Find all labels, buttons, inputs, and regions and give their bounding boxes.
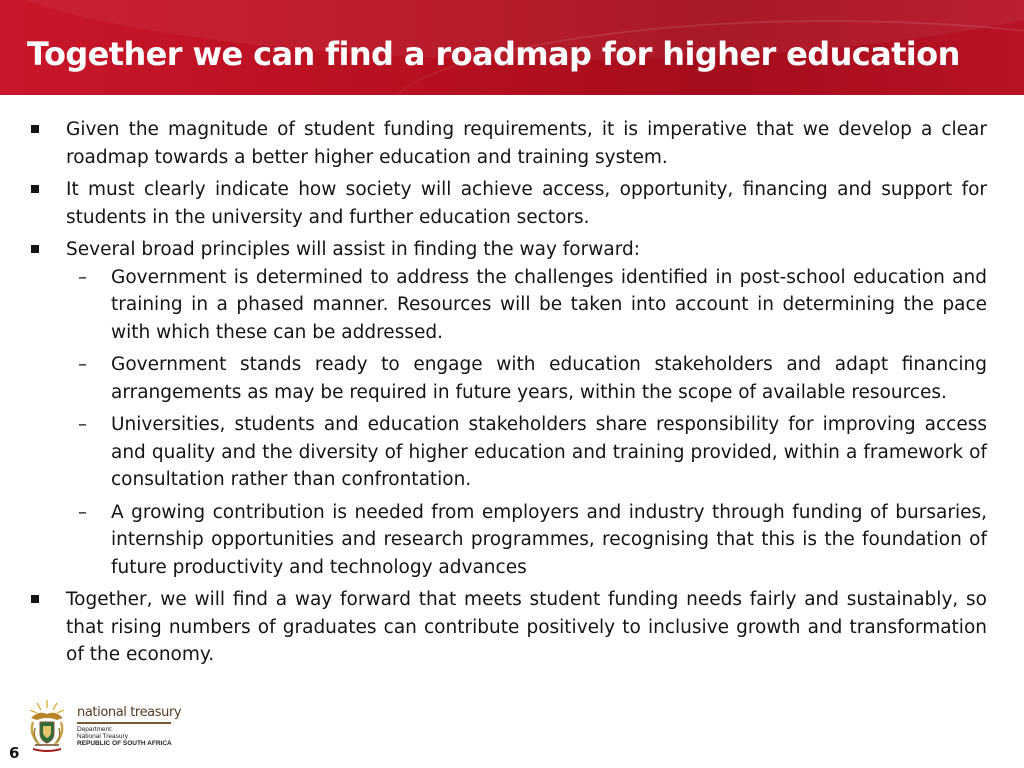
bullet-item [30, 116, 987, 171]
page-number: 6 [9, 744, 20, 762]
bullet-text: Given the magnitude of student funding requirements, it is imperative that we develop a clear roadmap towards a better higher education and training system. [66, 119, 987, 168]
sub-bullet-text: A growing contribution is needed from employers and industry through funding of bursaries, internship opportunities and research programmes, recognising that this is the foundation of future productivity and technology advances [111, 501, 987, 578]
sub-bullet-list [66, 264, 987, 582]
slide-body [30, 116, 987, 674]
sub-bullet-item [66, 264, 987, 347]
square-bullet-icon [31, 595, 39, 603]
dash-bullet-icon: – [78, 501, 87, 523]
sub-bullet-text: Universities, students and education stakeholders share responsibility for improving access and quality and the diversity of higher education and training provided, within a framework of consultation rather than confrontation. [111, 414, 987, 490]
dash-bullet-icon: – [78, 354, 87, 375]
bullet-list [30, 116, 987, 669]
square-bullet-icon [31, 245, 39, 253]
dash-bullet-icon: – [78, 266, 87, 288]
bullet-item [30, 236, 987, 581]
dash-bullet-icon: – [78, 414, 87, 435]
logo-department-name: National Treasury [77, 733, 128, 740]
square-bullet-icon [31, 125, 39, 133]
bullet-item [30, 176, 987, 231]
logo-divider [77, 722, 171, 724]
bullet-text: Several broad principles will assist in finding the way forward: [66, 239, 640, 260]
sub-bullet-text: Government stands ready to engage with education stakeholders and adapt financing arrangements as may be required in future years, within the scope of available resources. [111, 354, 987, 403]
logo-department-label: Department: [77, 726, 113, 733]
square-bullet-icon [31, 185, 39, 193]
logo-country-name: REPUBLIC OF SOUTH AFRICA [77, 740, 172, 747]
sub-bullet-item [66, 411, 987, 494]
sub-bullet-item [66, 499, 987, 582]
sub-bullet-text: Government is determined to address the challenges identified in post-school education and training in a phased manner. Resources will be taken into account in determining the pace with which these can be addressed. [111, 266, 987, 343]
title-banner [0, 0, 1024, 95]
coat-of-arms-icon [25, 698, 69, 752]
slide-title: Together we can find a roadmap for higher education [27, 35, 960, 73]
bullet-text: It must clearly indicate how society will achieve access, opportunity, financing and support for students in the university and further education sectors. [66, 179, 987, 228]
logo-wordmark: national treasury [77, 705, 182, 720]
bullet-text: Together, we will find a way forward that meets student funding needs fairly and sustainably, so that rising numbers of graduates can contribute positively to inclusive growth and transformation of the economy. [66, 589, 987, 665]
national-treasury-logo [25, 698, 185, 756]
sub-bullet-item [66, 351, 987, 406]
bullet-item [30, 586, 987, 669]
